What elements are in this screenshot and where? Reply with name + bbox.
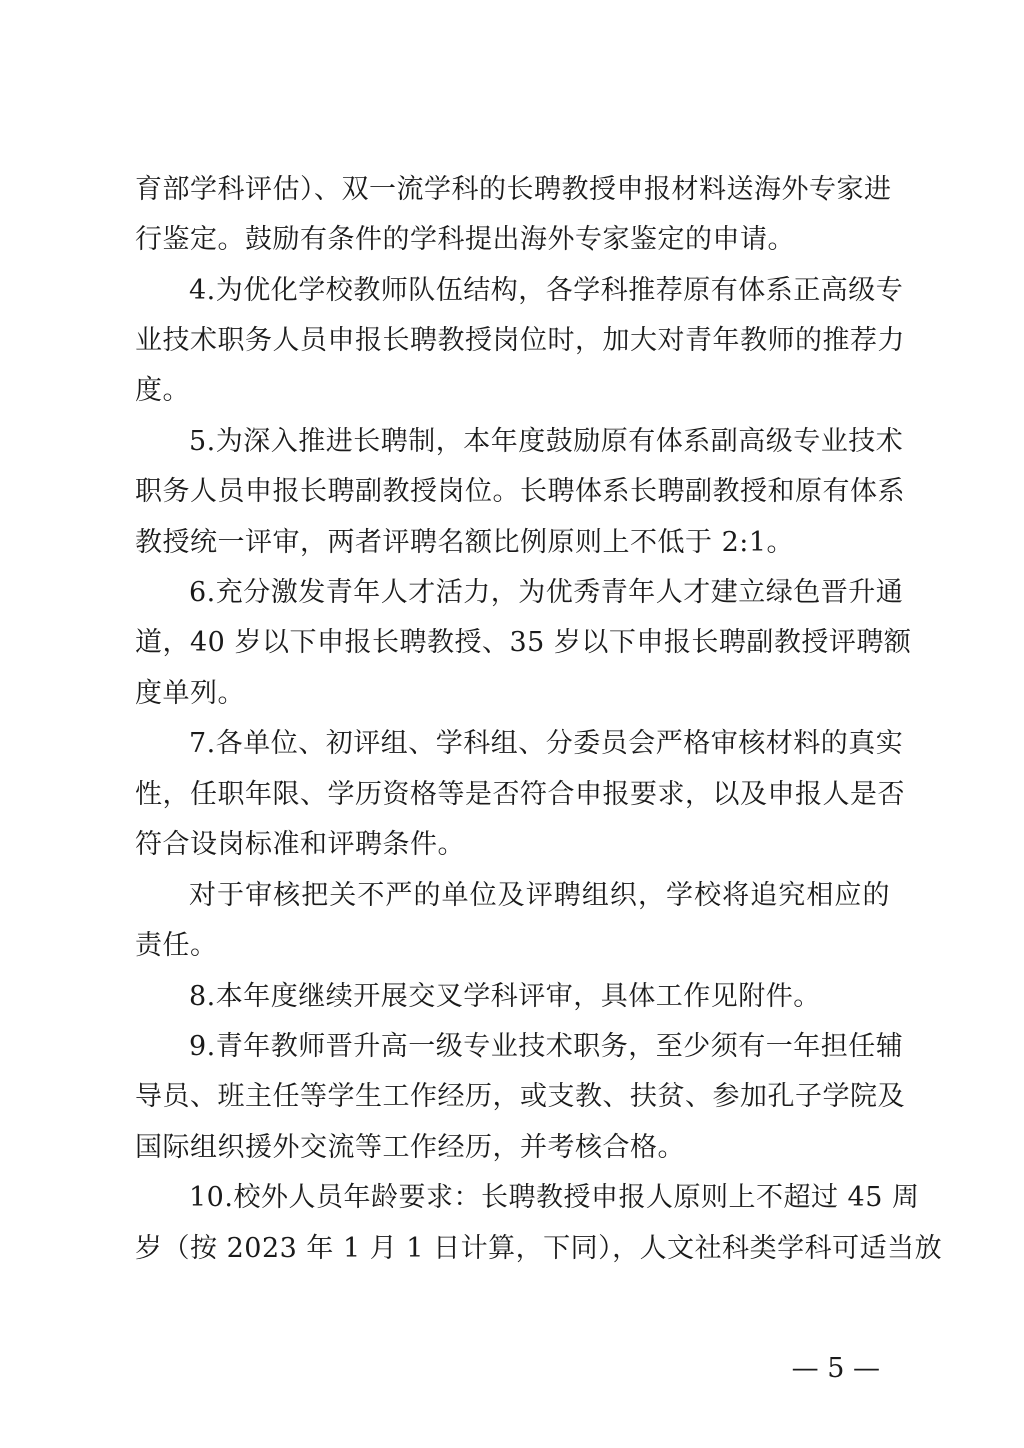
text-line-17: 8.本年度继续开展交叉学科评审，具体工作见附件。 bbox=[189, 981, 821, 1012]
page-number: — 5 — bbox=[791, 1353, 880, 1384]
text-line-9: 6.充分激发青年人才活力，为优秀青年人才建立绿色晋升通 bbox=[189, 577, 904, 608]
text-line-6: 5.为深入推进长聘制，本年度鼓励原有体系副高级专业技术 bbox=[189, 426, 904, 457]
text-line-12: 7.各单位、初评组、学科组、分委员会严格审核材料的真实 bbox=[189, 728, 904, 759]
text-line-15: 对于审核把关不严的单位及评聘组织，学校将追究相应的 bbox=[189, 880, 890, 911]
text-line-11: 度单列。 bbox=[135, 678, 245, 709]
text-line-14: 符合设岗标准和评聘条件。 bbox=[135, 829, 465, 860]
text-line-1: 育部学科评估）、双一流学科的长聘教授申报材料送海外专家进 bbox=[135, 174, 892, 205]
text-line-5: 度。 bbox=[135, 375, 190, 406]
text-line-8: 教授统一评审，两者评聘名额比例原则上不低于 2:1。 bbox=[135, 527, 795, 558]
text-line-3: 4.为优化学校教师队伍结构，各学科推荐原有体系正高级专 bbox=[189, 275, 904, 306]
text-line-7: 职务人员申报长聘副教授岗位。长聘体系长聘副教授和原有体系 bbox=[135, 476, 905, 507]
text-line-20: 国际组织援外交流等工作经历，并考核合格。 bbox=[135, 1132, 685, 1163]
text-line-16: 责任。 bbox=[135, 930, 218, 961]
text-line-18: 9.青年教师晋升高一级专业技术职务，至少须有一年担任辅 bbox=[189, 1031, 904, 1062]
text-line-2: 行鉴定。鼓励有条件的学科提出海外专家鉴定的申请。 bbox=[135, 224, 795, 255]
text-line-22: 岁（按 2023 年 1 月 1 日计算，下同），人文社科类学科可适当放 bbox=[135, 1233, 943, 1264]
text-line-19: 导员、班主任等学生工作经历，或支教、扶贫、参加孔子学院及 bbox=[135, 1081, 905, 1112]
document-page bbox=[135, 0, 943, 1448]
text-line-4: 业技术职务人员申报长聘教授岗位时，加大对青年教师的推荐力 bbox=[135, 325, 905, 356]
text-line-10: 道，40 岁以下申报长聘教授、35 岁以下申报长聘副教授评聘额 bbox=[135, 627, 912, 658]
text-line-21: 10.校外人员年龄要求：长聘教授申报人原则上不超过 45 周 bbox=[189, 1182, 920, 1213]
text-line-13: 性，任职年限、学历资格等是否符合申报要求，以及申报人是否 bbox=[135, 779, 905, 810]
